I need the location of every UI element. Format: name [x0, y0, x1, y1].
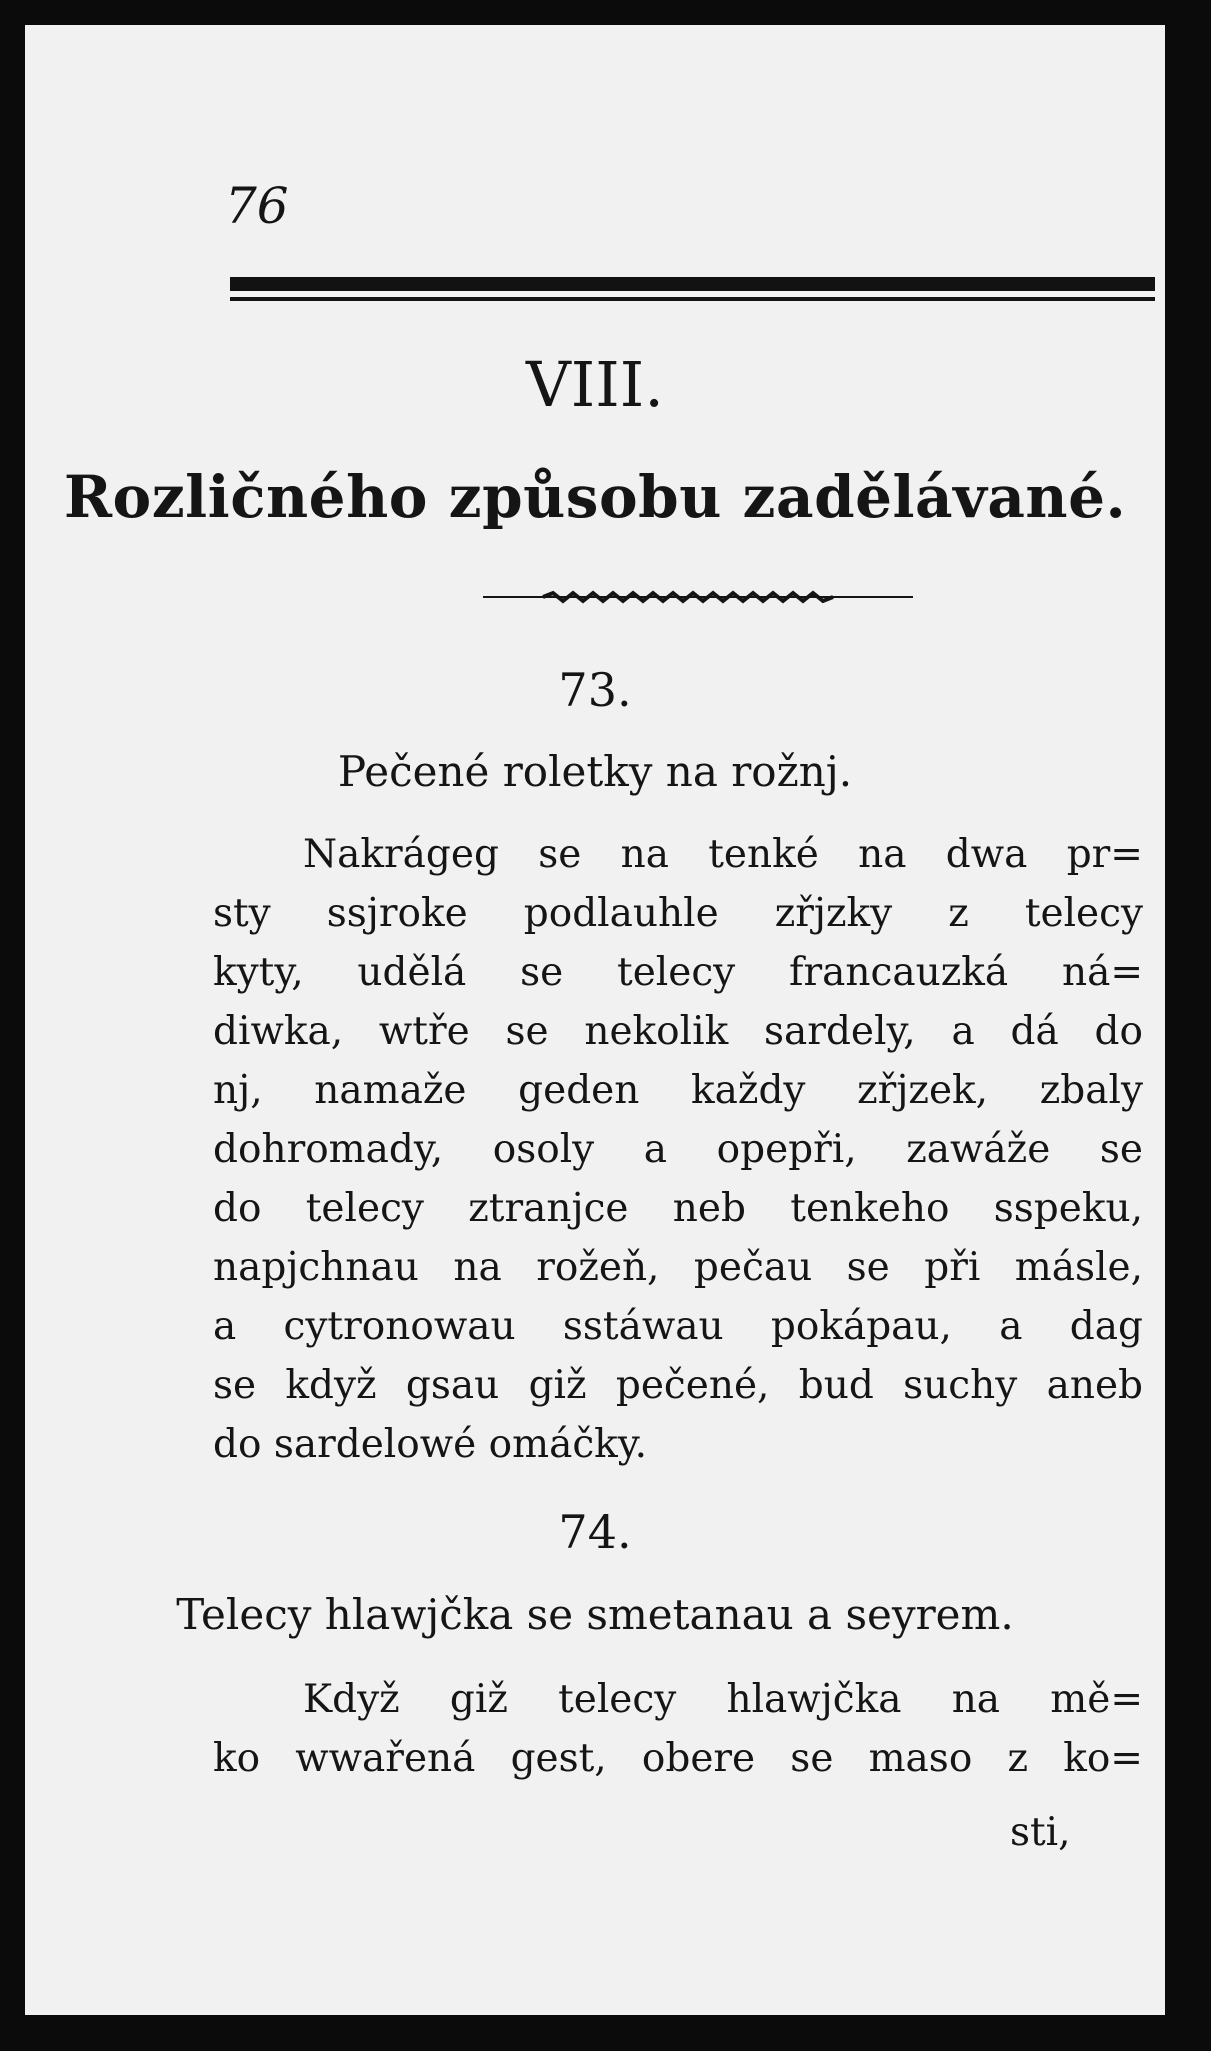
text-line: ko wwařená gest, obere se maso z ko=	[213, 1736, 1143, 1781]
recipe-title: Telecy hlawjčka se smetanau a seyrem.	[176, 1590, 1014, 1639]
header-rule-thin	[230, 297, 1155, 301]
text-line: kyty, udělá se telecy francauzká ná=	[213, 950, 1143, 995]
text-line: a cytronowau sstáwau pokápau, a dag	[213, 1304, 1143, 1349]
catchword: sti,	[1010, 1810, 1071, 1855]
recipe-title: Pečené roletky na rožnj.	[337, 747, 853, 796]
text-line: sty ssjroke podlauhle zřjzky z telecy	[213, 891, 1143, 936]
text-line: napjchnau na rožeň, pečau se při másle,	[213, 1245, 1143, 1290]
text-line: Nakrágeg se na tenké na dwa pr=	[303, 832, 1143, 877]
text-line: dohromady, osoly a opepři, zawáže se	[213, 1127, 1143, 1172]
text-line: do sardelowé omáčky.	[213, 1422, 648, 1467]
page-number: 76	[225, 177, 289, 235]
recipe-number: 73.	[558, 663, 632, 717]
book-page	[25, 25, 1165, 2015]
header-rule-thick	[230, 277, 1155, 291]
text-line: diwka, wtře se nekolik sardely, a dá do	[213, 1009, 1143, 1054]
chapter-title: Rozličného způsobu zadělávané.	[63, 463, 1127, 531]
text-line: Když giž telecy hlawjčka na mě=	[303, 1677, 1143, 1722]
recipe-body	[213, 1670, 1143, 1788]
chapter-number: VIII.	[526, 348, 664, 421]
recipe-number: 74.	[558, 1505, 632, 1559]
ornament-divider	[483, 590, 913, 604]
text-line: se když gsau giž pečené, bud suchy aneb	[213, 1363, 1143, 1408]
text-line: do telecy ztranjce neb tenkeho sspeku,	[213, 1186, 1143, 1231]
text-line: nj, namaže geden každy zřjzek, zbaly	[213, 1068, 1143, 1113]
recipe-body	[213, 825, 1143, 1474]
